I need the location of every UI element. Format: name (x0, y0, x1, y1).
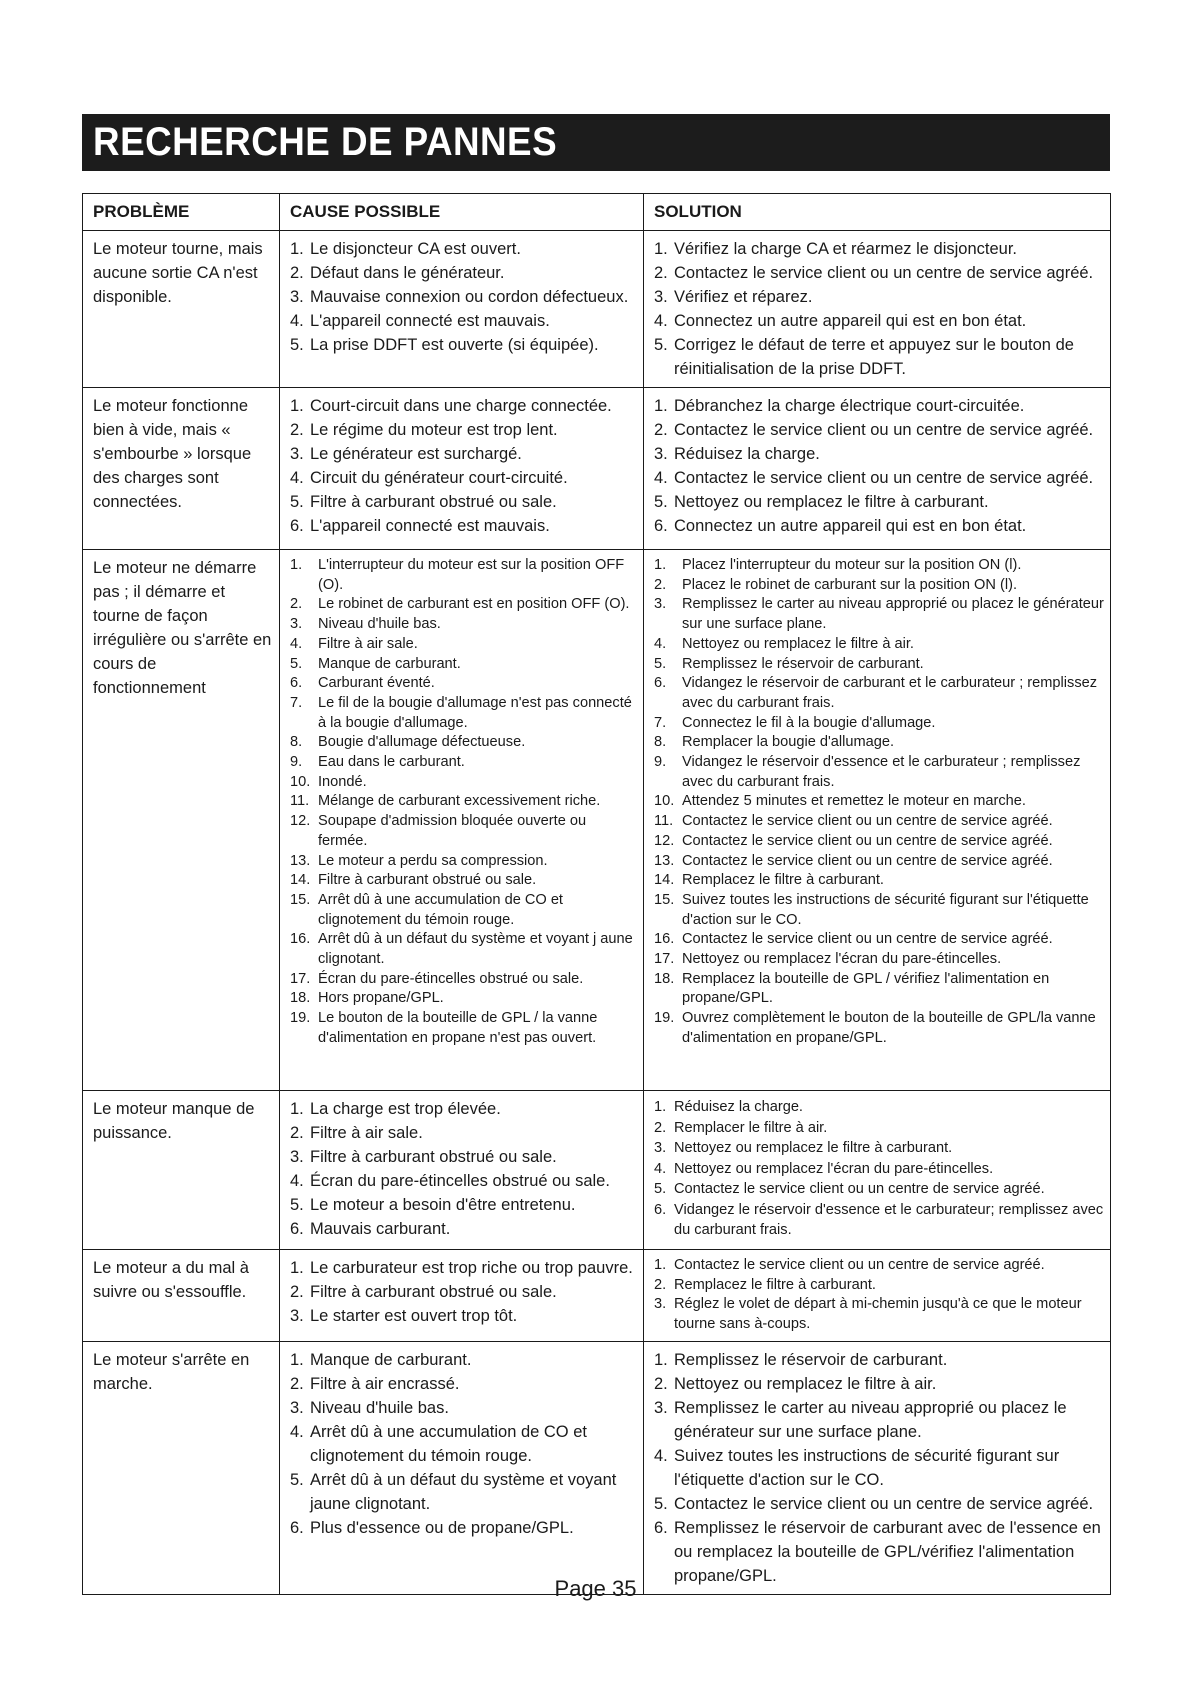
list-item: 1. Manque de carburant. (290, 1350, 472, 1369)
problem-cell: Le moteur a du mal à suivre ou s'essouffle. (83, 1250, 280, 1342)
list-item: 12. Soupape d'admission bloquée ouverte ou fermée. (290, 813, 587, 849)
list-item: 3. Réduisez la charge. (654, 445, 820, 463)
list-item: 5. Contactez le service client ou un centre de service agréé. (654, 1494, 1094, 1513)
list-item: 3. Niveau d'huile bas. (290, 1398, 449, 1417)
list-item: 7. Le fil de la bougie d'allumage n'est pas connecté à la bougie d'allumage. (290, 694, 632, 731)
header-cause: CAUSE POSSIBLE (280, 194, 644, 231)
list-item: 16. Arrêt dû à un défaut du système et voyant j aune clignotant. (290, 931, 633, 968)
list-item: 6. Carburant éventé. (290, 675, 435, 692)
solution-list (654, 556, 1104, 1049)
list-item: 3. Remplissez le carter au niveau approprié ou placez le générateur sur une surface plane. (654, 1398, 1067, 1441)
cause-cell (280, 231, 644, 388)
page-title: RECHERCHE DE PANNES (93, 120, 558, 164)
problem-cell: Le moteur manque de puissance. (83, 1091, 280, 1250)
cause-list (290, 1348, 637, 1540)
list-item: 1. L'interrupteur du moteur est sur la position OFF (O). (290, 557, 625, 593)
list-item: 6. Mauvais carburant. (290, 1220, 451, 1238)
problem-cell: Le moteur fonctionne bien à vide, mais « s'embourbe » lorsque des charges sont connectées. (83, 388, 280, 550)
list-item: 5. Corrigez le défaut de terre et appuyez sur le bouton de réinitialisation de la prise DDFT. (654, 336, 1074, 378)
list-item: 2. Remplacez le filtre à carburant. (654, 1276, 876, 1293)
list-item: 17. Écran du pare-étincelles obstrué ou sale. (290, 970, 584, 987)
list-item: 1. Réduisez la charge. (654, 1099, 803, 1115)
list-item: 2. Filtre à carburant obstrué ou sale. (290, 1283, 557, 1301)
list-item: 1. Vérifiez la charge CA et réarmez le disjoncteur. (654, 240, 1017, 258)
troubleshooting-table (82, 193, 1111, 1595)
list-item: 1. Le disjoncteur CA est ouvert. (290, 240, 521, 258)
list-item: 8. Remplacer la bougie d'allumage. (654, 734, 895, 751)
table-row (83, 1341, 1111, 1594)
list-item: 6. Vidangez le réservoir d'essence et le carburateur; remplissez avec du carburant frais. (654, 1201, 1104, 1238)
list-item: 1. La charge est trop élevée. (290, 1100, 501, 1118)
list-item: 11. Contactez le service client ou un centre de service agréé. (654, 813, 1053, 830)
list-item: 5. Manque de carburant. (290, 655, 461, 672)
solution-cell (644, 1250, 1111, 1342)
cause-list (290, 1097, 637, 1241)
list-item: 19. Le bouton de la bouteille de GPL / la vanne d'alimentation en propane n'est pas ouvert. (290, 1010, 598, 1046)
list-item: 4. Arrêt dû à une accumulation de CO et clignotement du témoin rouge. (290, 1422, 587, 1465)
list-item: 4. Suivez toutes les instructions de sécurité figurant sur l'étiquette d'action sur le CO. (654, 1446, 1060, 1489)
list-item: 1. Contactez le service client ou un centre de service agréé. (654, 1257, 1045, 1273)
list-item: 1. Court-circuit dans une charge connectée. (290, 397, 612, 415)
solution-list (654, 394, 1104, 538)
cause-list (290, 237, 637, 357)
list-item: 2. Contactez le service client ou un centre de service agréé. (654, 264, 1094, 282)
list-item: 3. Réglez le volet de départ à mi-chemin jusqu'à ce que le moteur tourne sans à-coups. (654, 1296, 1082, 1333)
table-row (83, 231, 1111, 388)
solution-list (654, 1348, 1104, 1588)
table-header-row (83, 194, 1111, 231)
list-item: 3. Le générateur est surchargé. (290, 445, 522, 463)
list-item: 6. Connectez un autre appareil qui est en bon état. (654, 517, 1027, 535)
list-item: 18. Remplacez la bouteille de GPL / vérifiez l'alimentation en propane/GPL. (654, 970, 1050, 1007)
list-item: 8. Bougie d'allumage défectueuse. (290, 734, 526, 751)
cause-list (290, 1256, 637, 1328)
list-item: 3. Remplissez le carter au niveau approprié ou placez le générateur sur une surface plane. (654, 596, 1104, 633)
list-item: 6. Remplissez le réservoir de carburant avec de l'essence en ou remplacez la bouteille de GPL/vérifiez l'alimentation propane/GPL. (654, 1518, 1101, 1585)
list-item: 5. Filtre à carburant obstrué ou sale. (290, 493, 557, 511)
list-item: 7. Connectez le fil à la bougie d'allumage. (654, 714, 936, 731)
list-item: 6. L'appareil connecté est mauvais. (290, 517, 550, 535)
title-bar (82, 114, 1110, 171)
list-item: 3. Niveau d'huile bas. (290, 616, 441, 633)
solution-list (654, 1097, 1104, 1241)
cause-cell (280, 1250, 644, 1342)
list-item: 15. Arrêt dû à une accumulation de CO et clignotement du témoin rouge. (290, 891, 563, 928)
list-item: 4. Filtre à air sale. (290, 635, 418, 652)
solution-cell (644, 231, 1111, 388)
table-row (83, 550, 1111, 1091)
list-item: 1. Placez l'interrupteur du moteur sur la position ON (l). (654, 557, 1022, 573)
table-row (83, 388, 1111, 550)
list-item: 14. Remplacez le filtre à carburant. (654, 872, 884, 889)
list-item: 9. Vidangez le réservoir d'essence et le carburateur ; remplissez avec du carburant frais. (654, 754, 1081, 790)
cause-cell (280, 1091, 644, 1250)
list-item: 3. Le starter est ouvert trop tôt. (290, 1307, 518, 1325)
list-item: 2. Le robinet de carburant est en position OFF (O). (290, 596, 630, 613)
list-item: 3. Vérifiez et réparez. (654, 288, 813, 306)
list-item: 1. Remplissez le réservoir de carburant. (654, 1350, 948, 1369)
header-problem: PROBLÈME (83, 194, 280, 231)
list-item: 2. Remplacer le filtre à air. (654, 1119, 828, 1136)
list-item: 13. Contactez le service client ou un centre de service agréé. (654, 852, 1053, 869)
list-item: 4. Nettoyez ou remplacez l'écran du pare-étincelles. (654, 1160, 994, 1177)
list-item: 4. Connectez un autre appareil qui est en bon état. (654, 312, 1027, 330)
list-item: 16. Contactez le service client ou un centre de service agréé. (654, 931, 1053, 948)
list-item: 1. Le carburateur est trop riche ou trop pauvre. (290, 1259, 633, 1277)
list-item: 9. Eau dans le carburant. (290, 754, 465, 771)
list-item: 1. Débranchez la charge électrique court-circuitée. (654, 397, 1025, 415)
list-item: 10. Attendez 5 minutes et remettez le moteur en marche. (654, 793, 1026, 810)
list-item: 5. Nettoyez ou remplacez le filtre à carburant. (654, 493, 989, 511)
list-item: 4. L'appareil connecté est mauvais. (290, 312, 550, 330)
cause-cell (280, 388, 644, 550)
list-item: 4. Contactez le service client ou un centre de service agréé. (654, 469, 1094, 487)
list-item: 13. Le moteur a perdu sa compression. (290, 852, 548, 869)
cause-list (290, 394, 637, 538)
problem-cell: Le moteur s'arrête en marche. (83, 1341, 280, 1594)
list-item: 2. Placez le robinet de carburant sur la position ON (l). (654, 576, 1018, 593)
list-item: 17. Nettoyez ou remplacez l'écran du pare-étincelles. (654, 951, 1002, 968)
list-item: 14. Filtre à carburant obstrué ou sale. (290, 872, 537, 889)
cause-cell (280, 1341, 644, 1594)
list-item: 11. Mélange de carburant excessivement riche. (290, 793, 601, 810)
cause-cell (280, 550, 644, 1091)
solution-cell (644, 550, 1111, 1091)
table-row (83, 1250, 1111, 1342)
list-item: 19. Ouvrez complètement le bouton de la bouteille de GPL/la vanne d'alimentation en propane/GPL. (654, 1010, 1096, 1046)
list-item: 2. Défaut dans le générateur. (290, 264, 505, 282)
list-item: 6. Vidangez le réservoir de carburant et le carburateur ; remplissez avec du carburant frais. (654, 675, 1098, 711)
list-item: 4. Circuit du générateur court-circuité. (290, 469, 568, 487)
list-item: 12. Contactez le service client ou un centre de service agréé. (654, 832, 1053, 849)
list-item: 10. Inondé. (290, 773, 367, 790)
list-item: 15. Suivez toutes les instructions de sécurité figurant sur l'étiquette d'action sur le CO. (654, 891, 1089, 928)
solution-cell (644, 1091, 1111, 1250)
list-item: 4. Nettoyez ou remplacez le filtre à air. (654, 635, 914, 652)
header-solution: SOLUTION (644, 194, 1111, 231)
list-item: 5. La prise DDFT est ouverte (si équipée). (290, 336, 599, 354)
solution-list (654, 1256, 1104, 1335)
problem-cell: Le moteur ne démarre pas ; il démarre et tourne de façon irrégulière ou s'arrête en cours de fonctionnement (83, 550, 280, 1091)
list-item: 2. Filtre à air encrassé. (290, 1374, 460, 1393)
table-row (83, 1091, 1111, 1250)
list-item: 6. Plus d'essence ou de propane/GPL. (290, 1518, 574, 1537)
list-item: 2. Nettoyez ou remplacez le filtre à air. (654, 1374, 937, 1393)
list-item: 5. Le moteur a besoin d'être entretenu. (290, 1196, 576, 1214)
page-number: Page 35 (554, 1576, 637, 1601)
list-item: 2. Contactez le service client ou un centre de service agréé. (654, 421, 1094, 439)
list-item: 18. Hors propane/GPL. (290, 990, 444, 1007)
list-item: 2. Filtre à air sale. (290, 1124, 423, 1142)
list-item: 2. Le régime du moteur est trop lent. (290, 421, 558, 439)
list-item: 3. Filtre à carburant obstrué ou sale. (290, 1148, 557, 1166)
solution-cell (644, 388, 1111, 550)
list-item: 3. Mauvaise connexion ou cordon défectueux. (290, 288, 629, 306)
solution-list (654, 237, 1104, 381)
list-item: 4. Écran du pare-étincelles obstrué ou sale. (290, 1172, 610, 1190)
problem-cell: Le moteur tourne, mais aucune sortie CA n'est disponible. (83, 231, 280, 388)
cause-list (290, 556, 637, 1049)
list-item: 5. Remplissez le réservoir de carburant. (654, 655, 924, 672)
list-item: 5. Contactez le service client ou un centre de service agréé. (654, 1181, 1045, 1197)
solution-cell (644, 1341, 1111, 1594)
list-item: 5. Arrêt dû à un défaut du système et voyant jaune clignotant. (290, 1470, 617, 1513)
list-item: 3. Nettoyez ou remplacez le filtre à carburant. (654, 1140, 953, 1156)
